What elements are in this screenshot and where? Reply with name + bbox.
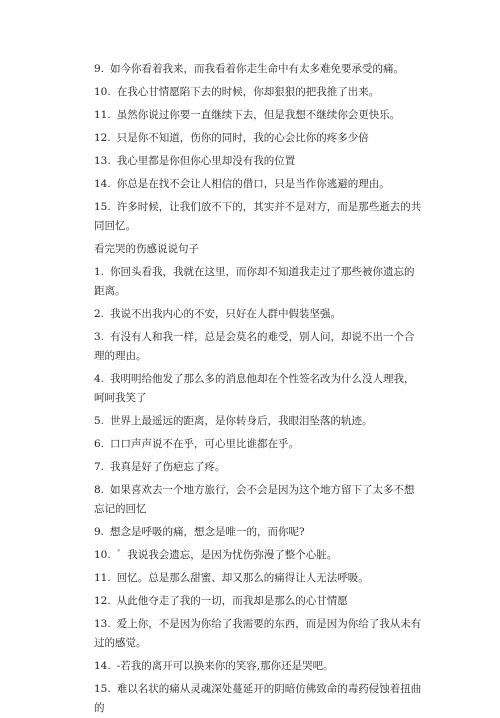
section-2 xyxy=(94,263,422,718)
list-item: 11. 虽然你说过你要一直继续下去，但是我想不继续你会更快乐。 xyxy=(94,109,401,121)
list-item: 9. 想念是呼吸的痛，想念是唯一的，而你呢? xyxy=(94,526,305,538)
list-item: 12. 从此他夺走了我的一切，而我却是那么的心甘情愿 xyxy=(94,595,348,607)
list-item: 14. 你总是在找不会让人相信的借口，只是当作你逃避的理由。 xyxy=(94,178,390,190)
section-1 xyxy=(94,60,422,236)
list-item: 13. 我心里都是你但你心里却没有我的位置 xyxy=(94,155,296,167)
list-item: 7. 我真是好了伤疤忘了疼。 xyxy=(94,461,226,473)
list-item: 8. 如果喜欢去一个地方旅行，会不会是因为这个地方留下了太多不想忘记的回忆 xyxy=(94,484,415,515)
list-item: 9. 如今你看着我来，而我看着你走生命中有太多难免要承受的痛。 xyxy=(94,63,405,75)
list-item: 15. 许多时候，让我们放不下的，其实并不是对方，而是那些逝去的共同回忆。 xyxy=(94,201,422,232)
list-item: 15. 难以名状的痛从灵魂深处蔓延开的阴暗仿佛致命的毒药侵蚀着扭曲的 xyxy=(94,683,422,714)
list-item: 3. 有没有人和我一样，总是会莫名的难受，别人问，却说不出一个合理的理由。 xyxy=(94,331,415,362)
list-item: 13. 爱上你，不是因为你给了我需要的东西，而是因为你给了我从未有过的感觉。 xyxy=(94,618,422,649)
list-item: 5. 世界上最遥远的距离，是你转身后，我眼泪坠落的轨迹。 xyxy=(94,415,373,427)
list-item: 6. 口口声声说不在乎，可心里比谁都在乎。 xyxy=(94,438,300,450)
list-item: 12. 只是你不知道，伤你的同时，我的心会比你的疼多少倍 xyxy=(94,132,369,144)
list-item: 4. 我明明给他发了那么多的消息他却在个性签名改为什么没人理我，呵呵我笑了 xyxy=(94,373,415,404)
list-item: 1. 你回头看我，我就在这里，而你却不知道我走过了那些被你遗忘的距离。 xyxy=(94,266,415,297)
list-item: 10. ゛我说我会遗忘，是因为忧伤弥漫了整个心脏。 xyxy=(94,549,338,561)
list-item: 14. -若我的离开可以换来你的笑容,那你还是哭吧。 xyxy=(94,660,334,672)
list-item: 11. 回忆。总是那么甜蜜、却又那么的痛得让人无法呼吸。 xyxy=(94,572,369,584)
section-heading: 看完哭的伤感说说句子 xyxy=(94,243,199,255)
list-item: 10. 在我心甘情愿陷下去的时候，你却狠狠的把我推了出来。 xyxy=(94,86,380,98)
list-item: 2. 我说不出我内心的不安，只好在人群中假装坚强。 xyxy=(94,308,342,320)
